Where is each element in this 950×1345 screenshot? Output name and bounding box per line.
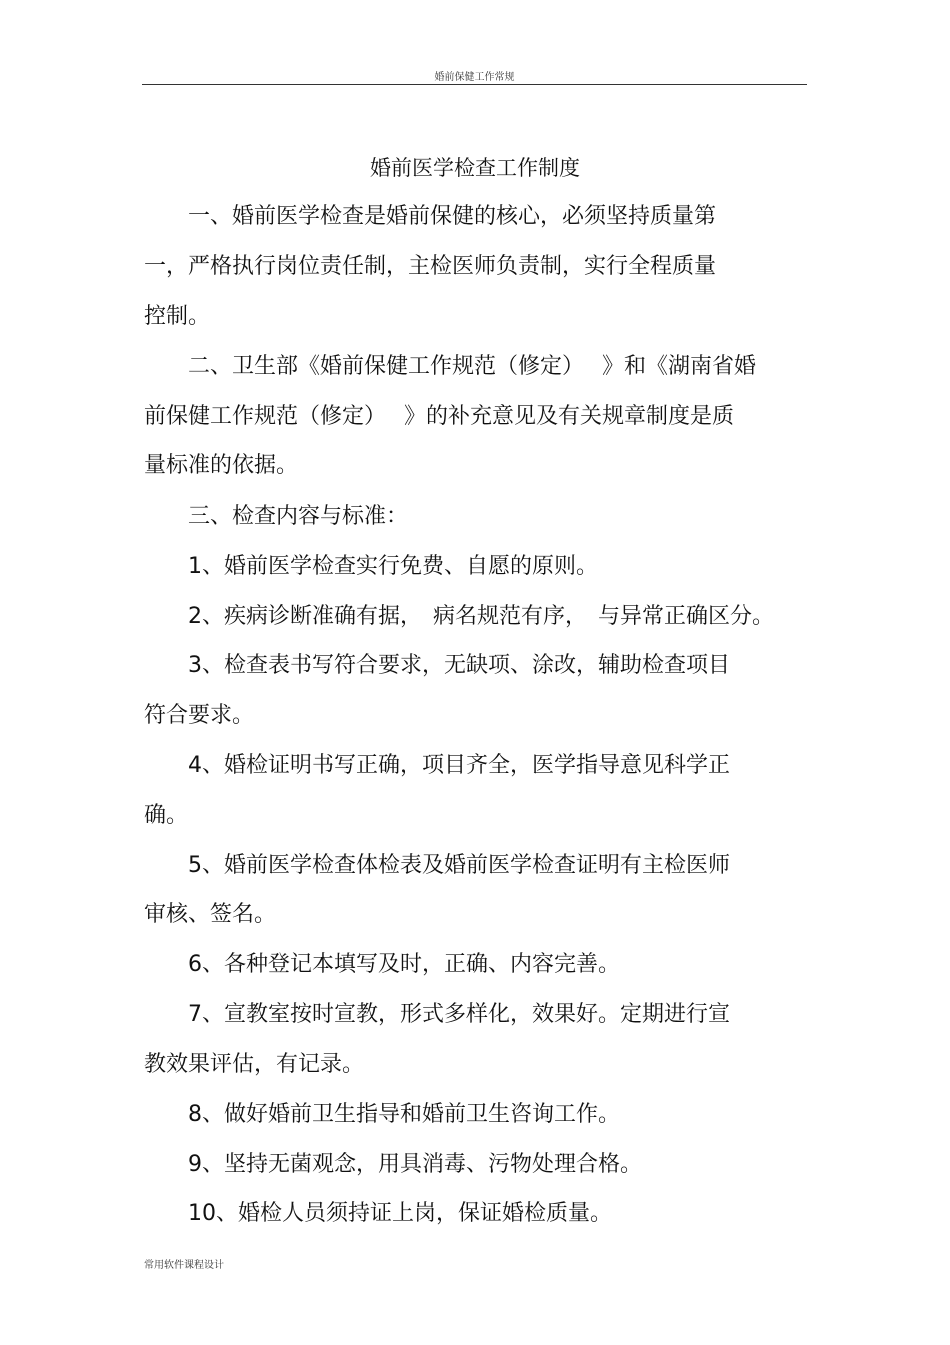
body-line: 6、各种登记本填写及时，正确、内容完善。	[144, 952, 620, 977]
body-line: 10、婚检人员须持证上岗，保证婚检质量。	[144, 1201, 612, 1226]
body-line: 7、宣教室按时宣教，形式多样化，效果好。定期进行宣	[144, 1002, 730, 1027]
body-line: 三、检查内容与标准：	[144, 504, 409, 529]
page-footer: 常用软件课程设计	[144, 1260, 224, 1271]
body-line: 5、婚前医学检查体检表及婚前医学检查证明有主检医师	[144, 853, 730, 878]
body-line: 一，严格执行岗位责任制，主检医师负责制，实行全程质量	[144, 254, 717, 279]
body-line: 确。	[144, 803, 189, 828]
body-line: 8、做好婚前卫生指导和婚前卫生咨询工作。	[144, 1102, 620, 1127]
page-header	[142, 64, 807, 85]
body-line: 1、婚前医学检查实行免费、自愿的原则。	[144, 554, 598, 579]
document-title: 婚前医学检查工作制度	[370, 156, 580, 180]
body-line: 教效果评估，有记录。	[144, 1052, 365, 1077]
body-line: 量标准的依据。	[144, 453, 299, 478]
body-line: 符合要求。	[144, 703, 255, 728]
body-line: 二、卫生部《婚前保健工作规范（修定） 》和《湖南省婚	[144, 354, 756, 379]
body-line: 2、疾病诊断准确有据， 病名规范有序， 与异常正确区分。	[144, 604, 774, 629]
body-line: 3、检查表书写符合要求，无缺项、涂改，辅助检查项目	[144, 653, 730, 678]
body-line: 9、坚持无菌观念，用具消毒、污物处理合格。	[144, 1152, 642, 1177]
body-line: 4、婚检证明书写正确，项目齐全，医学指导意见科学正	[144, 753, 730, 778]
header-text: 婚前保健工作常规	[434, 72, 515, 83]
body-line: 审核、签名。	[144, 902, 277, 927]
body-line: 一、婚前医学检查是婚前保健的核心，必须坚持质量第	[144, 204, 717, 229]
body-line: 控制。	[144, 304, 211, 329]
body-line: 前保健工作规范（修定） 》的补充意见及有关规章制度是质	[144, 404, 734, 429]
